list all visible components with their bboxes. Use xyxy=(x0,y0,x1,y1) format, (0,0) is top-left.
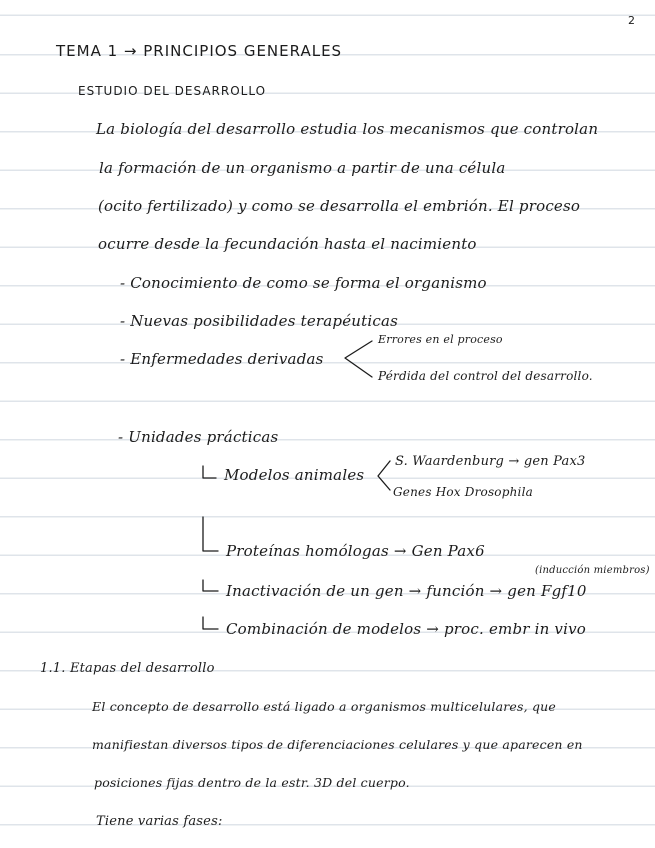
paragraph2-line3: posiciones fijas dentro de la estr. 3D del cuerpo. xyxy=(94,775,410,790)
branch-waardenburg: S. Waardenburg → gen Pax3 xyxy=(395,454,586,469)
hook-arrow-modelos xyxy=(203,466,216,478)
sub-combinacion: Combinación de modelos → proc. embr in vivo xyxy=(226,620,586,638)
bracket-enfermedades xyxy=(345,341,372,377)
bullet-unidades-practicas: - Unidades prácticas xyxy=(118,428,279,446)
hook-arrow-proteinas xyxy=(203,517,218,551)
sub-inactivacion: Inactivación de un gen → función → gen Fgf10 xyxy=(226,582,587,600)
bullet-terapeuticas: - Nuevas posibilidades terapéuticas xyxy=(120,312,399,330)
branch-errores: Errores en el proceso xyxy=(378,333,503,346)
page-title: TEMA 1 → PRINCIPIOS GENERALES xyxy=(56,42,343,60)
bullet-enfermedades: - Enfermedades derivadas xyxy=(120,350,324,368)
paragraph1-line2: la formación de un organismo a partir de una célula xyxy=(99,159,506,177)
branch-perdida: Pérdida del control del desarrollo. xyxy=(378,369,593,383)
sub-modelos-animales: Modelos animales xyxy=(224,466,365,484)
subtitle: ESTUDIO DEL DESARROLLO xyxy=(78,84,267,98)
paragraph1-line3: (ocito fertilizado) y como se desarrolla el embrión. El proceso xyxy=(98,197,581,215)
hook-arrow-inactivacion xyxy=(203,580,218,591)
sub-proteinas-homologas: Proteínas homólogas → Gen Pax6 xyxy=(226,542,485,560)
note-induccion: (inducción miembros) xyxy=(535,565,650,576)
hook-arrow-combinacion xyxy=(203,617,218,629)
paragraph1-line4: ocurre desde la fecundación hasta el nacimiento xyxy=(98,235,477,253)
paragraph2-line2: manifiestan diversos tipos de diferenciaciones celulares y que aparecen en xyxy=(92,737,583,752)
paragraph2-line1: El concepto de desarrollo está ligado a organismos multicelulares, que xyxy=(92,699,557,714)
bullet-conocimiento: - Conocimiento de como se forma el organismo xyxy=(120,274,487,292)
paragraph2-line4: Tiene varias fases: xyxy=(96,814,223,829)
page-number: 2 xyxy=(628,14,635,27)
bracket-modelos xyxy=(378,461,390,490)
paragraph1-line1: La biología del desarrollo estudia los mecanismos que controlan xyxy=(96,120,599,138)
section-heading: 1.1. Etapas del desarrollo xyxy=(40,661,215,676)
branch-hox: Genes Hox Drosophila xyxy=(393,485,533,499)
